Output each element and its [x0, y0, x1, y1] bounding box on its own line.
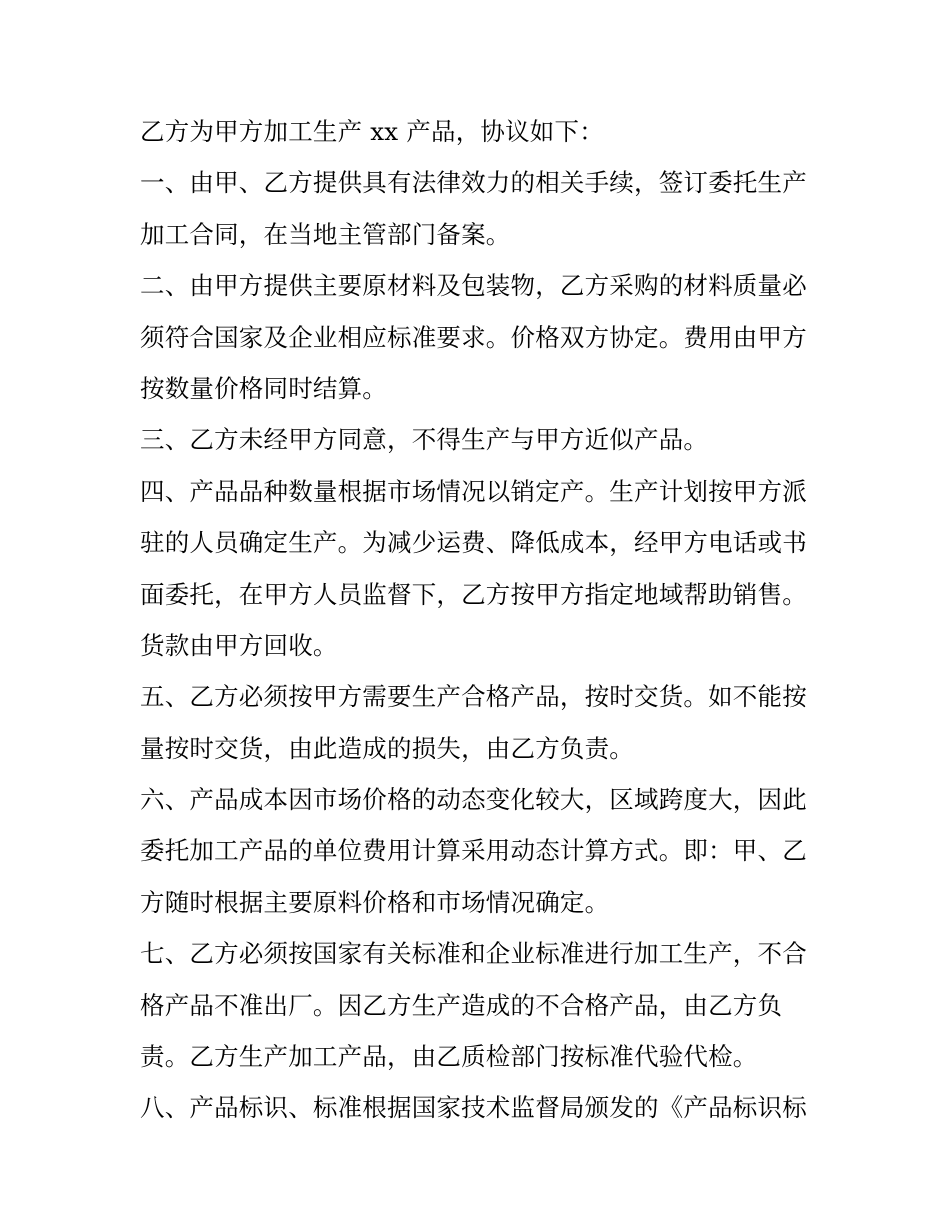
clause-2-line-2: 须符合国家及企业相应标准要求。价格双方协定。费用由甲方 — [140, 322, 807, 352]
clause-7-line-1: 七、乙方必须按国家有关标准和企业标准进行加工生产，不合 — [140, 939, 807, 969]
clause-4-line-4: 货款由甲方回收。 — [140, 630, 338, 660]
document-body — [140, 106, 820, 1134]
clause-4-line-1: 四、产品品种数量根据市场情况以销定产。生产计划按甲方派 — [140, 476, 807, 506]
clause-7-line-2: 格产品不准出厂。因乙方生产造成的不合格产品，由乙方负 — [140, 990, 783, 1020]
clause-1-line-2: 加工合同，在当地主管部门备案。 — [140, 219, 511, 249]
clause-5-line-2: 量按时交货，由此造成的损失，由乙方负责。 — [140, 733, 634, 763]
clause-2-line-1: 二、由甲方提供主要原材料及包装物，乙方采购的材料质量必 — [140, 271, 807, 301]
clause-1-line-1: 一、由甲、乙方提供具有法律效力的相关手续，签订委托生产 — [140, 168, 807, 198]
clause-7-line-3: 责。乙方生产加工产品，由乙质检部门按标准代验代检。 — [140, 1042, 758, 1072]
clause-3-line-1: 三、乙方未经甲方同意，不得生产与甲方近似产品。 — [140, 425, 709, 455]
clause-5-line-1: 五、乙方必须按甲方需要生产合格产品，按时交货。如不能按 — [140, 682, 807, 712]
clause-6-line-3: 方随时根据主要原料价格和市场情况确定。 — [140, 887, 610, 917]
clause-8-line-1: 八、产品标识、标准根据国家技术监督局颁发的《产品标识标 — [140, 1093, 807, 1123]
clause-6-line-1: 六、产品成本因市场价格的动态变化较大，区域跨度大，因此 — [140, 785, 807, 815]
clause-4-line-2: 驻的人员确定生产。为减少运费、降低成本，经甲方电话或书 — [140, 528, 807, 558]
clause-2-line-3: 按数量价格同时结算。 — [140, 373, 387, 403]
clause-6-line-2: 委托加工产品的单位费用计算采用动态计算方式。即：甲、乙 — [140, 836, 807, 866]
intro-line: 乙方为甲方加工生产 xx 产品，协议如下： — [140, 117, 604, 146]
clause-4-line-3: 面委托，在甲方人员监督下，乙方按甲方指定地域帮助销售。 — [140, 579, 807, 609]
